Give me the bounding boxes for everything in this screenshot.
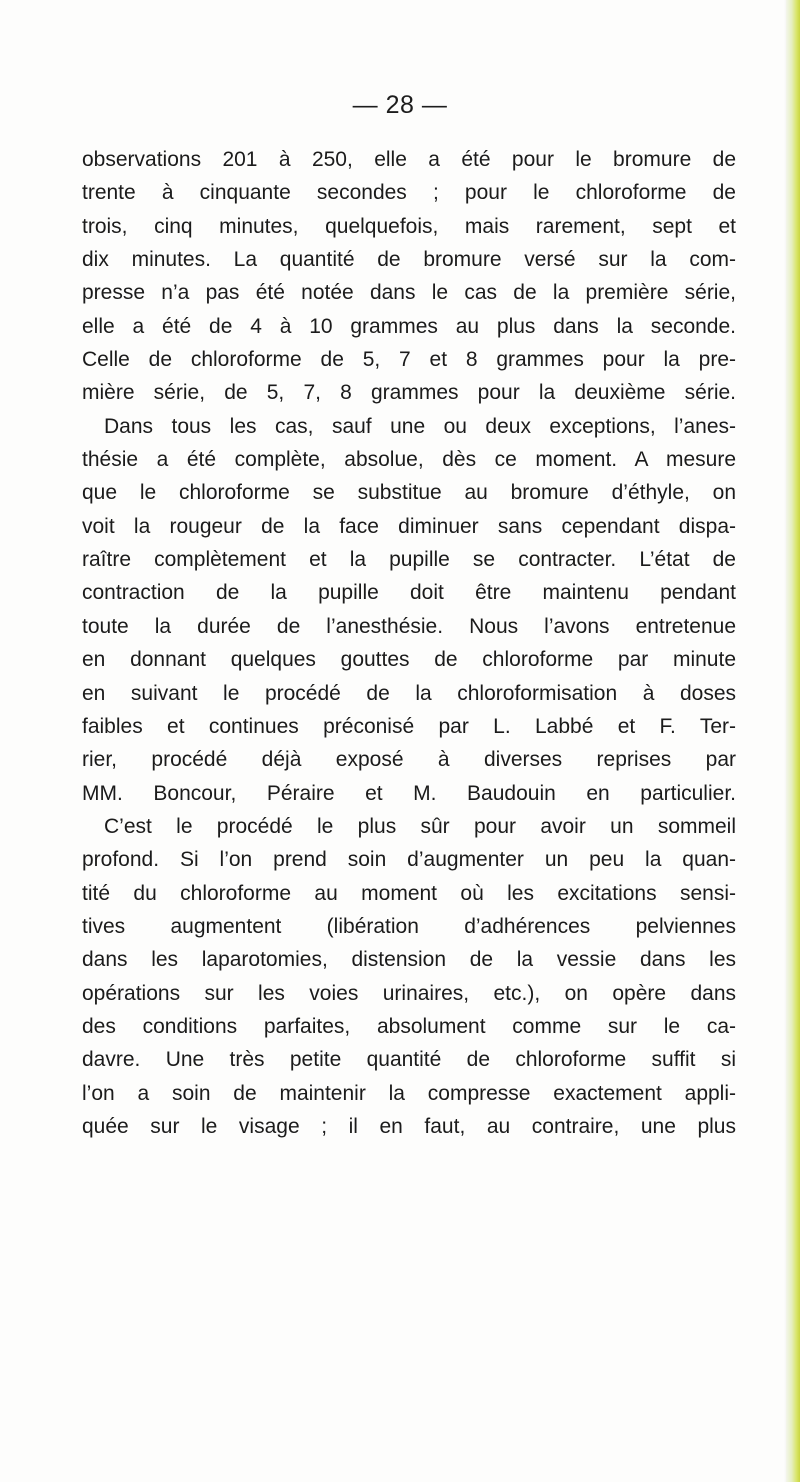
text-line-30: quée sur le visage ; il en faut, au contraire, une plus (82, 1114, 736, 1138)
text-line-21: C’est le procédé le plus sûr pour avoir un sommeil (104, 814, 736, 838)
text-line-13: raître complètement et la pupille se contracter. L’état de (82, 548, 736, 572)
text-line-9: Dans tous les cas, sauf une ou deux exceptions, l’anes- (104, 414, 736, 438)
text-line-20: MM. Boncour, Péraire et M. Baudouin en particulier. (82, 781, 736, 805)
text-line-4: dix minutes. La quantité de bromure versé sur la com- (82, 248, 736, 272)
page-number: — 28 — (352, 91, 448, 119)
text-line-26: opérations sur les voies urinaires, etc.), on opère dans (82, 981, 736, 1005)
text-line-15: toute la durée de l’anesthésie. Nous l’avons entretenue (82, 614, 736, 638)
text-line-29: l’on a soin de maintenir la compresse exactement appli- (82, 1081, 736, 1105)
text-line-10: thésie a été complète, absolue, dès ce moment. A mesure (82, 448, 736, 472)
text-line-11: que le chloroforme se substitue au bromure d’éthyle, on (82, 481, 736, 505)
text-line-5: presse n’a pas été notée dans le cas de la première série, (82, 281, 736, 305)
text-line-19: rier, procédé déjà exposé à diverses reprises par (82, 748, 736, 772)
text-line-18: faibles et continues préconisé par L. Labbé et F. Ter- (82, 714, 736, 738)
text-line-8: mière série, de 5, 7, 8 grammes pour la deuxième série. (82, 381, 736, 405)
text-line-23: tité du chloroforme au moment où les excitations sensi- (82, 881, 736, 905)
body-text (82, 143, 736, 1143)
text-line-6: elle a été de 4 à 10 grammes au plus dans la seconde. (82, 314, 736, 338)
text-line-2: trente à cinquante secondes ; pour le chloroforme de (82, 181, 736, 205)
text-line-3: trois, cinq minutes, quelquefois, mais rarement, sept et (82, 214, 736, 238)
text-line-14: contraction de la pupille doit être maintenu pendant (82, 581, 736, 605)
text-line-16: en donnant quelques gouttes de chloroforme par minute (82, 648, 736, 672)
text-line-17: en suivant le procédé de la chloroformisation à doses (82, 681, 736, 705)
text-line-24: tives augmentent (libération d’adhérences pelviennes (82, 914, 736, 938)
text-line-1: observations 201 à 250, elle a été pour le bromure de (82, 148, 736, 171)
text-line-12: voit la rougeur de la face diminuer sans cependant dispa- (82, 514, 736, 538)
text-line-22: profond. Si l’on prend soin d’augmenter un peu la quan- (82, 848, 736, 872)
page-edge-strip (786, 0, 800, 1482)
text-line-28: davre. Une très petite quantité de chloroforme suffit si (82, 1048, 736, 1072)
text-line-25: dans les laparotomies, distension de la vessie dans les (82, 948, 736, 972)
text-line-7: Celle de chloroforme de 5, 7 et 8 grammes pour la pre- (82, 348, 736, 372)
text-line-27: des conditions parfaites, absolument comme sur le ca- (82, 1014, 736, 1038)
